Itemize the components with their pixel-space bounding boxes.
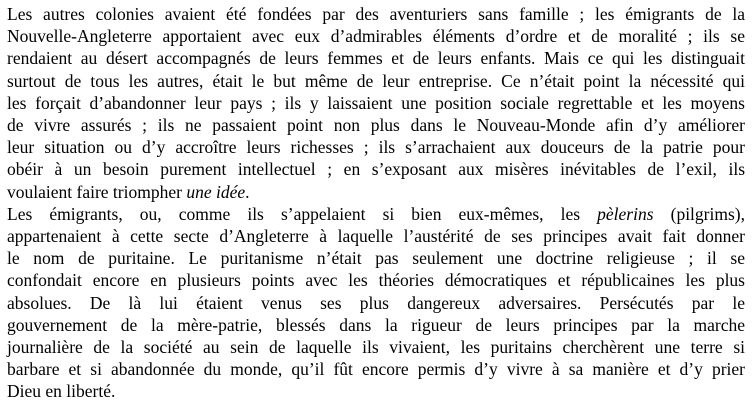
text-line-last [7,181,745,203]
text-line: le nom de puritaine. Le puritanisme n’était pas seulement une doctrine religieuse ; il se [7,248,745,269]
text-line: les forçait d’abandonner leur pays ; ils y laissaient une position sociale regrettable et les moyens [7,92,745,113]
text-line: appartenaient à cette secte d’Angleterre à laquelle l’austérité de ses principes avait fait donner [7,226,745,247]
text-segment: voulaient faire triompher [7,181,187,202]
text-segment: Les émigrants, ou, comme ils s’appelaient si bien eux-mêmes, les [7,203,598,224]
text-line: leur situation ou d’y accroître leurs richesses ; ils s’arrachaient aux douceurs de la patrie pour [7,137,745,158]
text-line-last: Dieu en liberté. [7,381,116,402]
text-line: absolues. De là lui étaient venus ses plus dangereux adversaires. Persécutés par le [7,292,745,313]
text-segment: (pilgrims), [653,203,745,224]
paragraph-2 [7,203,745,403]
paragraph-1 [7,3,745,203]
text-line: obéir à un besoin purement intellectuel ; en s’exposant aux misères inévitables de l’exil, ils [7,159,745,180]
text-line: surtout de tous les autres, était le but même de leur entreprise. Ce n’était point la nécessité qui [7,70,745,91]
italic-text: pèlerins [597,203,654,224]
text-segment: . [245,181,250,202]
text-line: barbare et si abandonnée du monde, qu’il fût encore permis d’y vivre à sa manière et d’y prier [7,359,745,380]
text-line: rendaient au désert accompagnés de leurs femmes et de leurs enfants. Mais ce qui les distinguait [7,48,745,69]
text-line: Les autres colonies avaient été fondées par des aventuriers sans famille ; les émigrants de la [7,4,745,24]
text-line: journalière de la société au sein de laquelle ils vivaient, les puritains cherchèrent une terre si [7,337,745,358]
text-line: de vivre assurés ; ils ne passaient point non plus dans le Nouveau-Monde afin d’y améliorer [7,115,745,136]
text-line [7,203,745,225]
text-line: gouvernement de la mère-patrie, blessés dans la rigueur de leurs principes par la marche [7,314,745,335]
text-line: Nouvelle-Angleterre apportaient avec eux d’admirables éléments d’ordre et de moralité ; ils se [7,26,745,47]
text-line: confondait encore en plusieurs points avec les théories démocratiques et républicaines les plus [7,270,745,291]
italic-text: une idée [186,181,246,202]
